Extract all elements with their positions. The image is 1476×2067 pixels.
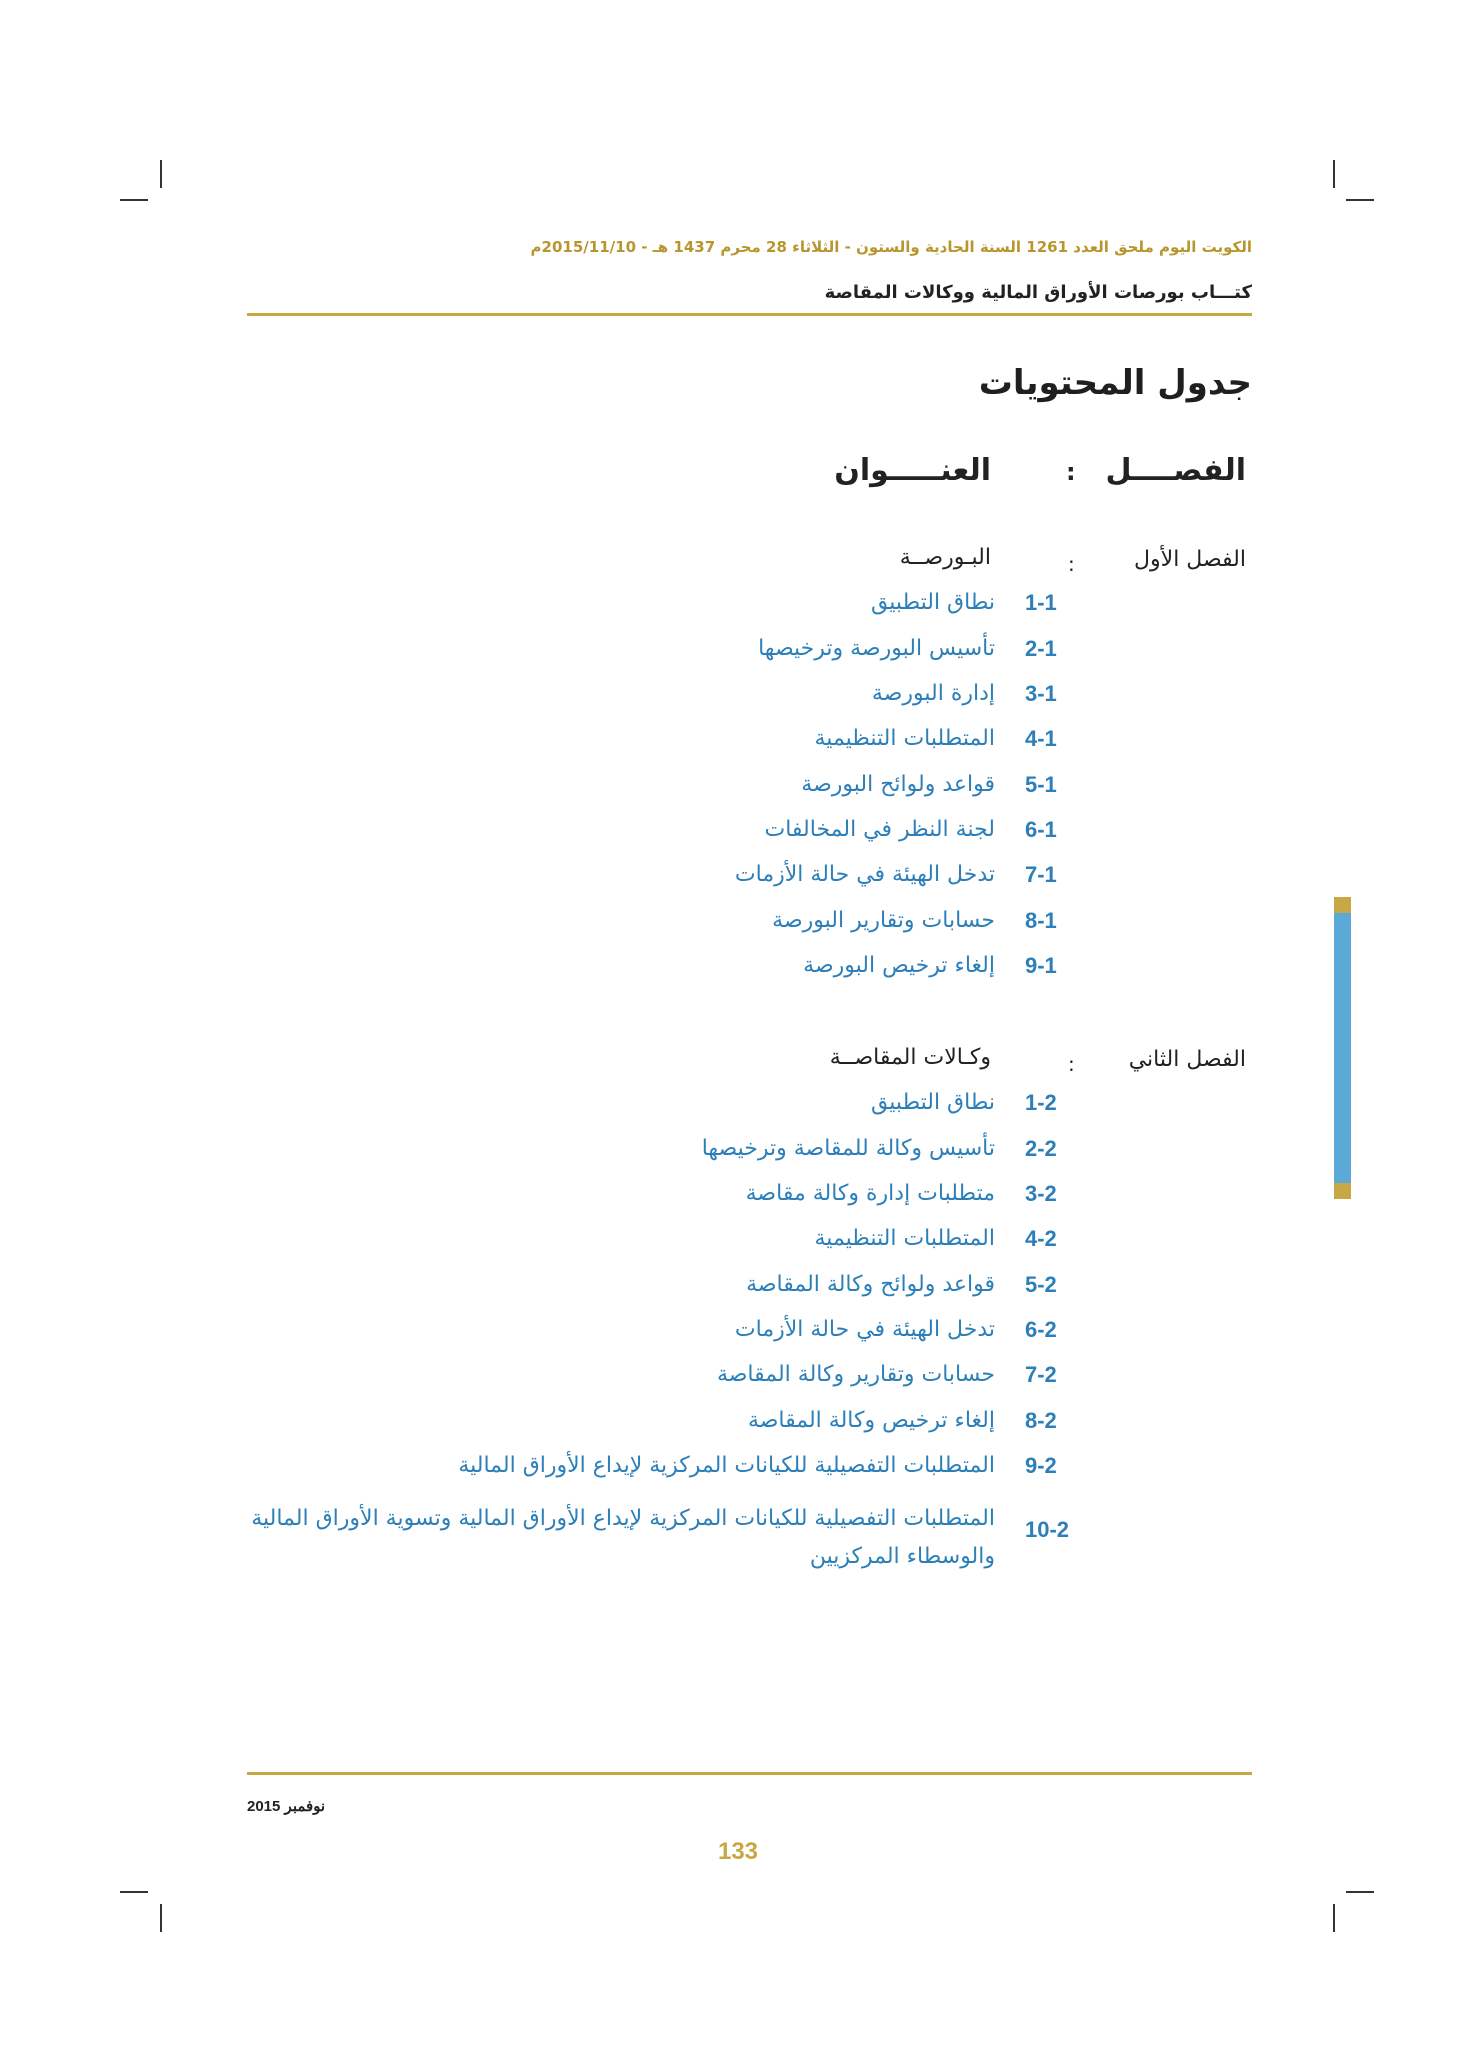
toc-entry[interactable]	[240, 1408, 1085, 1448]
crop-mark	[1333, 160, 1335, 188]
entry-title[interactable]: قواعد ولوائح وكالة المقاصة	[746, 1272, 995, 1297]
toc-entry[interactable]	[240, 1272, 1085, 1312]
crop-mark	[120, 199, 148, 201]
footer-rule	[247, 1772, 1252, 1775]
entry-number: 2-1	[1025, 636, 1057, 661]
toc-entry[interactable]	[240, 862, 1085, 902]
toc-entry[interactable]	[240, 590, 1085, 630]
chapter-2-separator: :	[1068, 1052, 1075, 1076]
entry-title[interactable]: حسابات وتقارير وكالة المقاصة	[716, 1362, 995, 1387]
page-number: 133	[717, 1838, 759, 1865]
entry-title[interactable]: نطاق التطبيق	[870, 1090, 995, 1115]
toc-entry[interactable]	[240, 908, 1085, 948]
crop-mark	[160, 160, 162, 188]
entry-title[interactable]: المتطلبات التفصيلية للكيانات المركزية لإيداع الأوراق المالية	[458, 1453, 995, 1478]
chapter-1-title: البـورصــة	[899, 545, 991, 570]
entry-number: 6-1	[1025, 817, 1057, 842]
page-title: جدول المحتويات	[978, 363, 1252, 403]
toc-entry[interactable]	[240, 726, 1085, 766]
book-title: كتـــاب بورصات الأوراق المالية ووكالات المقاصة	[824, 282, 1252, 303]
toc-entry[interactable]	[240, 1317, 1085, 1357]
entry-title[interactable]: نطاق التطبيق	[870, 590, 995, 615]
toc-entry[interactable]	[240, 636, 1085, 676]
entry-number: 4-1	[1025, 726, 1057, 751]
crop-mark	[1346, 199, 1374, 201]
entry-title[interactable]: إلغاء ترخيص وكالة المقاصة	[747, 1408, 995, 1433]
toc-entry[interactable]	[240, 817, 1085, 857]
entry-title[interactable]: متطلبات إدارة وكالة مقاصة	[745, 1181, 995, 1206]
chapter-1-label: الفصل الأول	[1134, 547, 1246, 572]
crop-mark	[1333, 1904, 1335, 1932]
toc-entry[interactable]	[240, 1181, 1085, 1221]
column-heading-title: العنـــــوان	[834, 453, 991, 488]
toc-entry[interactable]	[240, 1500, 1085, 1580]
entry-title[interactable]: قواعد ولوائح البورصة	[801, 772, 995, 797]
toc-entry[interactable]	[240, 1226, 1085, 1266]
entry-number: 1-1	[1025, 590, 1057, 615]
chapter-2-title: وكـالات المقاصــة	[829, 1045, 991, 1070]
column-heading-chapter: الفصــــل	[1105, 453, 1246, 488]
entry-number: 2-2	[1025, 1136, 1057, 1161]
entry-title[interactable]: إدارة البورصة	[871, 681, 995, 706]
entry-title[interactable]: تأسيس البورصة وترخيصها	[758, 636, 995, 661]
entry-number: 7-2	[1025, 1362, 1057, 1387]
entry-number: 4-2	[1025, 1226, 1057, 1251]
crop-mark	[160, 1904, 162, 1932]
chapter-2-label: الفصل الثاني	[1128, 1047, 1246, 1072]
entry-number: 10-2	[1025, 1517, 1070, 1542]
entry-title[interactable]: حسابات وتقارير البورصة	[772, 908, 995, 933]
crop-mark	[120, 1891, 148, 1893]
toc-entry[interactable]	[240, 1453, 1085, 1493]
entry-title[interactable]: لجنة النظر في المخالفات	[764, 817, 995, 842]
entry-title[interactable]: إلغاء ترخيص البورصة	[803, 953, 995, 978]
entry-title[interactable]: تأسيس وكالة للمقاصة وترخيصها	[701, 1136, 995, 1161]
entry-title[interactable]: المتطلبات التنظيمية	[814, 726, 995, 751]
publication-line: الكويت اليوم ملحق العدد 1261 السنة الحادية والستون - الثلاثاء 28 محرم 1437 هـ - 2015/11/10م	[530, 238, 1252, 256]
chapter-1-separator: :	[1068, 552, 1075, 576]
toc-entry[interactable]	[240, 681, 1085, 721]
chapter-side-tab	[1334, 897, 1351, 1199]
entry-number: 6-2	[1025, 1317, 1057, 1342]
crop-mark	[1346, 1891, 1374, 1893]
entry-number: 5-2	[1025, 1272, 1057, 1297]
entry-number: 7-1	[1025, 862, 1057, 887]
entry-number: 3-1	[1025, 681, 1057, 706]
entry-number: 8-1	[1025, 908, 1057, 933]
entry-title[interactable]: المتطلبات التنظيمية	[814, 1226, 995, 1251]
entry-title[interactable]: تدخل الهيئة في حالة الأزمات	[734, 1317, 995, 1342]
entry-number: 9-2	[1025, 1453, 1057, 1478]
toc-entry[interactable]	[240, 1090, 1085, 1130]
toc-entry[interactable]	[240, 772, 1085, 812]
toc-entry[interactable]	[240, 1136, 1085, 1176]
entry-number: 5-1	[1025, 772, 1057, 797]
column-heading-separator: :	[1066, 458, 1076, 486]
toc-entry[interactable]	[240, 953, 1085, 993]
entry-title[interactable]: تدخل الهيئة في حالة الأزمات	[734, 862, 995, 887]
entry-number: 8-2	[1025, 1408, 1057, 1433]
entry-number: 9-1	[1025, 953, 1057, 978]
header-rule	[247, 313, 1252, 316]
entry-number: 1-2	[1025, 1090, 1057, 1115]
footer-date: نوفمبر 2015	[247, 1798, 326, 1815]
entry-number: 3-2	[1025, 1181, 1057, 1206]
entry-title[interactable]: المتطلبات التفصيلية للكيانات المركزية لإيداع الأوراق المالية وتسوية الأوراق المالية والوسطاء المركزيين	[251, 1506, 995, 1569]
toc-entry[interactable]	[240, 1362, 1085, 1402]
